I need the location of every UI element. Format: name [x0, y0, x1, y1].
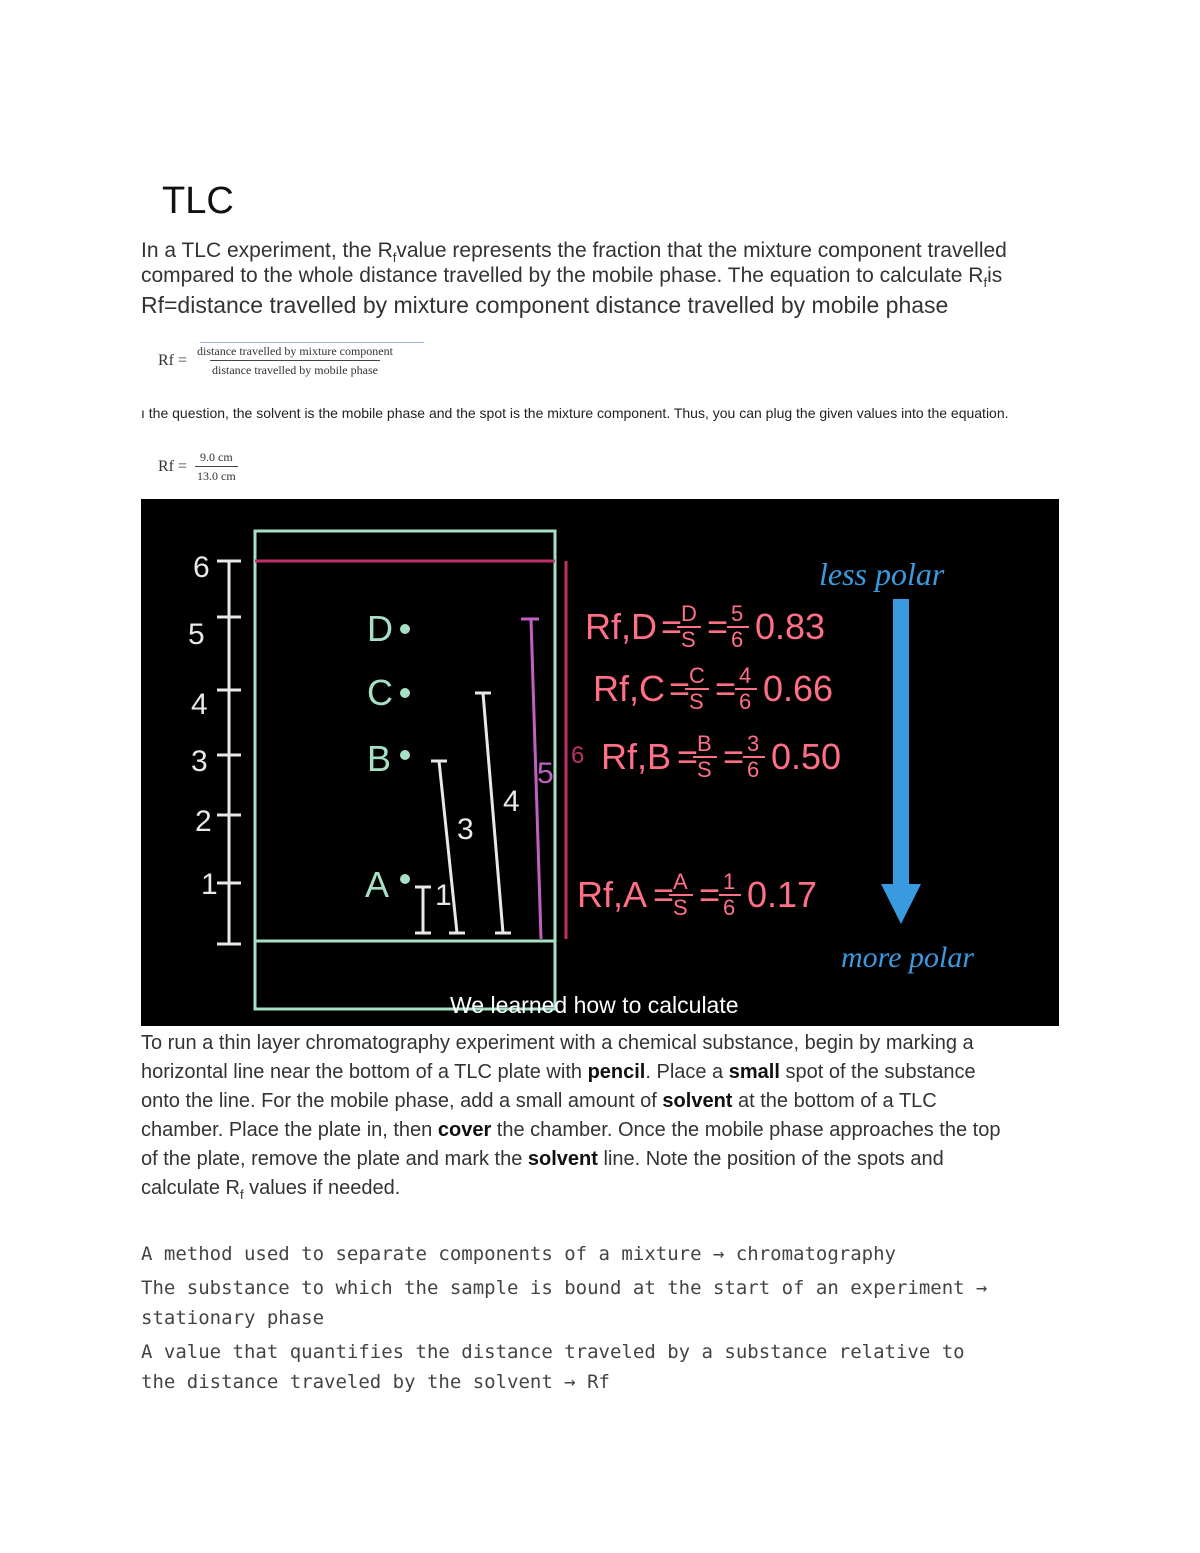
svg-text:S: S	[697, 757, 712, 782]
rf-line-a	[577, 869, 817, 920]
svg-text:S: S	[689, 689, 704, 714]
polarity-arrow-head	[881, 884, 921, 924]
svg-text:Rf,C: Rf,C	[593, 668, 665, 709]
svg-text:3: 3	[747, 731, 760, 756]
bracket-label-3: 3	[457, 813, 474, 846]
spot-c	[400, 688, 410, 698]
spot-label-b: B	[367, 738, 392, 779]
ruler-label-2: 2	[195, 805, 212, 838]
svg-text:=: =	[723, 736, 745, 777]
formula-lhs: Rf =	[158, 352, 188, 369]
svg-text:Rf,B: Rf,B	[601, 736, 672, 777]
numeric-lhs: Rf =	[158, 458, 188, 475]
rf-equations	[577, 601, 841, 920]
intro-line-1: In a TLC experiment, the $R_fvalue$ represents the fraction that the mixture component travelled	[141, 239, 1007, 266]
svg-text:0.50: 0.50	[771, 736, 842, 777]
svg-text:=: =	[699, 874, 721, 915]
spot-a	[400, 874, 410, 884]
svg-text:0.83: 0.83	[755, 606, 826, 647]
bracket-label-4: 4	[503, 785, 520, 818]
spot-label-c: C	[367, 672, 393, 713]
svg-text:0.66: 0.66	[763, 668, 834, 709]
svg-text:1: 1	[723, 869, 736, 894]
svg-text:=: =	[715, 668, 737, 709]
tlc-plate	[255, 531, 555, 1009]
ruler-label-3: 3	[191, 745, 208, 778]
svg-text:=: =	[661, 606, 683, 647]
rf-line-d	[585, 601, 825, 652]
tlc-diagram	[141, 499, 1059, 1026]
spot-label-d: D	[367, 608, 393, 649]
rf-formula-image	[158, 344, 395, 378]
svg-text:S: S	[673, 895, 688, 920]
ruler-label-5: 5	[188, 618, 205, 651]
intro-line-2: compared to the whole distance travelled by the mobile phase. The equation to calculate $R_fis$	[141, 264, 1003, 291]
spot-b	[400, 750, 410, 760]
video-caption: We learned how to calculate	[450, 992, 739, 1018]
rf-numeric-image	[158, 450, 238, 484]
question-text: ı the question, the solvent is the mobile phase and the spot is the mixture component. Thus, you can plug the given values into the equation.	[141, 405, 1009, 421]
rf-line-c	[593, 663, 833, 714]
svg-text:S: S	[681, 627, 696, 652]
svg-text:A: A	[673, 869, 688, 894]
svg-text:Rf,D: Rf,D	[585, 606, 657, 647]
flashcard-line-3: stationary phase	[141, 1307, 325, 1329]
spot-d	[400, 624, 410, 634]
svg-text:D: D	[681, 601, 697, 626]
bracket-label-1: 1	[435, 879, 452, 912]
ruler-label-6: 6	[193, 551, 210, 584]
numeric-denominator: 13.0 cm	[195, 466, 238, 484]
svg-text:6: 6	[723, 895, 736, 920]
less-polar-label: less polar	[819, 556, 945, 592]
more-polar-label: more polar	[841, 941, 975, 974]
flashcard-line-2: The substance to which the sample is bound at the start of an experiment →	[141, 1277, 988, 1299]
svg-text:Rf,A: Rf,A	[577, 874, 648, 915]
svg-text:6: 6	[747, 757, 760, 782]
procedure-line-5: of the plate, remove the plate and mark the solvent line. Note the position of the spots and	[141, 1148, 944, 1170]
flashcard-line-4: A value that quantifies the distance traveled by a substance relative to	[141, 1341, 965, 1363]
rf-line-b	[601, 731, 841, 782]
svg-text:=: =	[669, 668, 691, 709]
formula-highlight-line	[200, 342, 424, 343]
svg-text:6: 6	[739, 689, 752, 714]
numeric-numerator: 9.0 cm	[200, 450, 233, 464]
svg-text:=: =	[653, 874, 675, 915]
ruler-label-1: 1	[201, 868, 218, 901]
procedure-line-2: horizontal line near the bottom of a TLC plate with pencil. Place a small spot of the substance	[141, 1061, 976, 1083]
bracket-label-5: 5	[537, 757, 554, 790]
rf-equation-text: Rf=distance travelled by mixture component distance travelled by mobile phase	[141, 292, 949, 318]
svg-text:4: 4	[739, 663, 752, 688]
ruler	[217, 561, 241, 944]
svg-text:0.17: 0.17	[747, 874, 818, 915]
svg-text:=: =	[707, 606, 729, 647]
svg-text:B: B	[697, 731, 712, 756]
formula-denominator: distance travelled by mobile phase	[210, 360, 380, 378]
flashcard-line-1: A method used to separate components of a mixture → chromatography	[141, 1243, 896, 1265]
svg-text:5: 5	[731, 601, 744, 626]
video-frame[interactable]	[141, 499, 1059, 1026]
formula-numerator: distance travelled by mixture component	[197, 344, 393, 358]
page-title: TLC	[162, 180, 234, 222]
procedure-line-3: onto the line. For the mobile phase, add a small amount of solvent at the bottom of a TLC	[141, 1090, 937, 1112]
svg-text:C: C	[689, 663, 705, 688]
svg-text:6: 6	[731, 627, 744, 652]
spot-label-a: A	[365, 864, 390, 905]
flashcard-line-5: the distance traveled by the solvent → Rf	[141, 1371, 610, 1393]
procedure-line-4: chamber. Place the plate in, then cover the chamber. Once the mobile phase approaches the top	[141, 1119, 1001, 1141]
procedure-line-1: To run a thin layer chromatography experiment with a chemical substance, begin by marking a	[141, 1032, 974, 1054]
procedure-line-6: calculate $R_f$ values if needed.	[141, 1177, 401, 1202]
ruler-label-4: 4	[191, 688, 208, 721]
bracket-label-6: 6	[571, 742, 585, 769]
svg-text:=: =	[677, 736, 699, 777]
